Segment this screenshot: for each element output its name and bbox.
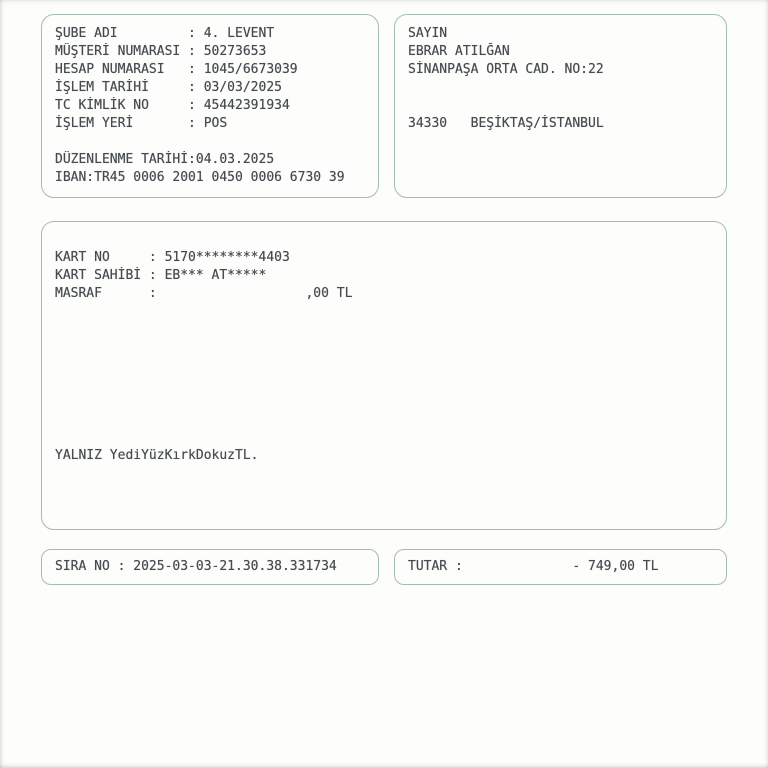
serial-number-text: SIRA NO : 2025-03-03-21.30.38.331734 xyxy=(55,559,337,574)
salutation-line: SAYIN xyxy=(408,26,448,41)
blank-line xyxy=(55,303,713,321)
account-number-line: HESAP NUMARASI : 1045/6673039 xyxy=(55,62,298,77)
branch-name-line: ŞUBE ADI : 4. LEVENT xyxy=(55,26,275,41)
total-amount-text: TUTAR : - 749,00 TL xyxy=(408,559,659,574)
blank-line xyxy=(55,321,713,339)
account-info-box xyxy=(41,14,379,198)
issue-date-line: DÜZENLENME TARİHİ:04.03.2025 xyxy=(55,152,275,167)
blank-line xyxy=(55,357,713,375)
card-holder-line: KART SAHİBİ : EB*** AT***** xyxy=(55,268,267,283)
customer-city-line: 34330 BEŞİKTAŞ/İSTANBUL xyxy=(408,116,604,131)
customer-address-box xyxy=(394,14,727,198)
blank-line xyxy=(55,393,713,411)
blank-line xyxy=(55,375,713,393)
blank-line xyxy=(408,97,713,115)
blank-line xyxy=(408,79,713,97)
tc-id-number-line: TC KİMLİK NO : 45442391934 xyxy=(55,98,290,113)
total-amount-box xyxy=(394,549,727,585)
transaction-place-line: İŞLEM YERİ : POS xyxy=(55,116,228,131)
fee-line: MASRAF : ,00 TL xyxy=(55,286,353,301)
blank-line xyxy=(55,411,713,429)
customer-number-line: MÜŞTERİ NUMARASI : 50273653 xyxy=(55,44,267,59)
blank-line xyxy=(55,133,365,151)
customer-street-line: SİNANPAŞA ORTA CAD. NO:22 xyxy=(408,62,604,77)
card-number-line: KART NO : 5170********4403 xyxy=(55,250,290,265)
iban-line: IBAN:TR45 0006 2001 0450 0006 6730 39 xyxy=(55,170,345,185)
blank-line xyxy=(55,339,713,357)
amount-in-words-line: YALNIZ YediYüzKırkDokuzTL. xyxy=(55,448,259,463)
serial-number-box xyxy=(41,549,379,585)
card-transaction-box xyxy=(41,221,727,530)
customer-name-line: EBRAR ATILĞAN xyxy=(408,44,510,59)
blank-line xyxy=(55,429,713,447)
transaction-date-line: İŞLEM TARİHİ : 03/03/2025 xyxy=(55,80,282,95)
